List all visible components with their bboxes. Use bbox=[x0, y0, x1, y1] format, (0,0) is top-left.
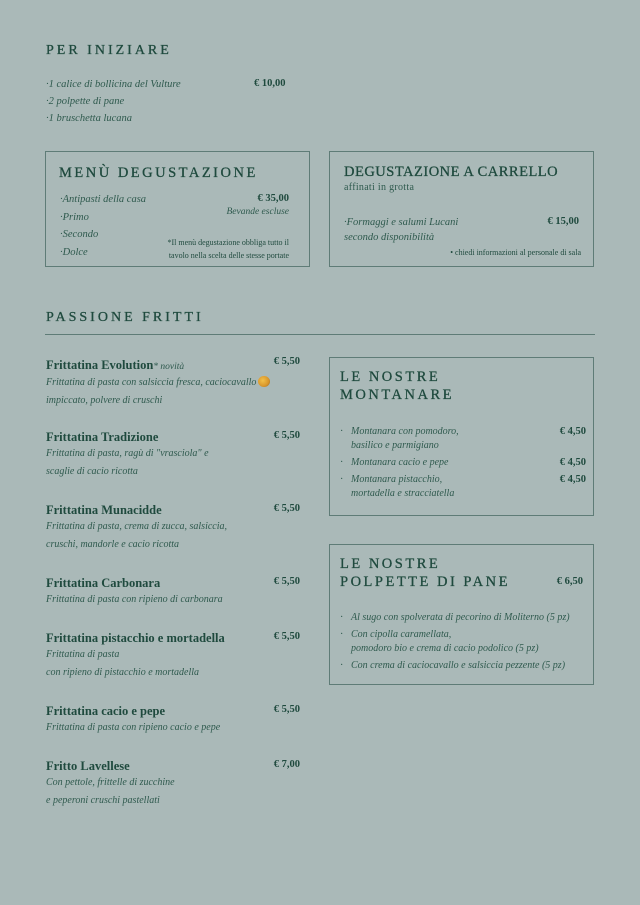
item-line: Montanara con pomodoro, bbox=[351, 426, 459, 437]
menu-item-frittatina-tradizione bbox=[46, 430, 300, 481]
list-item: ·Dolce bbox=[60, 246, 88, 258]
item-price: € 5,50 bbox=[273, 576, 300, 587]
polpette-price: € 6,50 bbox=[556, 576, 583, 587]
montanare-box bbox=[329, 357, 594, 516]
menu-degustazione-title: MENÙ DEGUSTAZIONE bbox=[59, 165, 258, 181]
menu-degustazione-note bbox=[167, 236, 289, 262]
item-line: basilico e parmigiano bbox=[351, 440, 439, 451]
section-title-per-iniziare: PER INIZIARE bbox=[46, 43, 172, 58]
item-line: Con cipolla caramellata, bbox=[351, 629, 452, 640]
menu-degustazione-list bbox=[60, 191, 146, 261]
item-line: pomodoro bio e crema di cacio podolico (5 pz) bbox=[351, 643, 539, 654]
bullet-icon: · bbox=[340, 474, 344, 485]
item-name: Frittatina Carbonara bbox=[46, 576, 161, 590]
list-item bbox=[340, 628, 591, 656]
menu-item-frittatina-cacio-pepe bbox=[46, 704, 300, 737]
list-item: ·Formaggi e salumi Lucani bbox=[344, 217, 459, 228]
item-desc: Frittatina di pasta, ragù di "vrasciola" e bbox=[46, 448, 209, 459]
item-line: Montanara pistacchio, bbox=[351, 474, 443, 485]
item-price: € 5,50 bbox=[273, 356, 300, 367]
bullet-icon: · bbox=[340, 426, 344, 437]
item-note: * novità bbox=[153, 362, 185, 372]
item-price: € 4,50 bbox=[559, 474, 586, 485]
item-price: € 4,50 bbox=[559, 426, 586, 437]
item-desc: Frittatina di pasta con ripieno cacio e pepe bbox=[46, 722, 221, 733]
degustazione-carrello-price: € 15,00 bbox=[547, 216, 579, 227]
note-line: tavolo nella scelta delle stesse portate bbox=[168, 251, 289, 260]
item-desc: Frittatina di pasta con salsiccia fresca, caciocavallo bbox=[46, 377, 257, 388]
polpette-title bbox=[340, 555, 510, 591]
item-line: Montanara cacio e pepe bbox=[351, 457, 449, 468]
item-price: € 7,00 bbox=[273, 759, 300, 770]
polpette-list bbox=[340, 611, 591, 673]
item-name: Frittatina pistacchio e mortadella bbox=[46, 631, 225, 645]
item-name: Frittatina Munacidde bbox=[46, 503, 162, 517]
item-desc: Frittatina di pasta, crema di zucca, salsiccia, bbox=[46, 521, 228, 532]
item-price: € 5,50 bbox=[273, 631, 300, 642]
item-price: € 5,50 bbox=[273, 503, 300, 514]
menu-degustazione-box bbox=[45, 151, 310, 267]
menu-item-frittatina-evolution bbox=[46, 356, 300, 410]
item-desc: Frittatina di pasta con ripieno di carbonara bbox=[46, 594, 223, 605]
menu-item-frittatina-munacidde bbox=[46, 503, 300, 554]
list-item: ·Antipasti della casa bbox=[60, 194, 147, 205]
item-price: € 5,50 bbox=[273, 704, 300, 715]
list-item bbox=[340, 425, 586, 453]
degustazione-carrello-title: DEGUSTAZIONE A CARRELLO bbox=[344, 164, 559, 180]
menu-degustazione-price: € 35,00 bbox=[257, 193, 289, 204]
list-item: ·2 polpette di pane bbox=[46, 96, 125, 107]
menu-item-fritto-lavellese bbox=[46, 759, 300, 810]
item-name: Frittatina Evolution bbox=[46, 358, 154, 372]
bullet-icon: · bbox=[340, 457, 344, 468]
item-line: Al sugo con spolverata di pecorino di Moliterno (5 pz) bbox=[351, 612, 570, 623]
bullet-icon: · bbox=[340, 660, 344, 671]
cheese-emoji-icon bbox=[258, 376, 270, 387]
list-item: ·Secondo bbox=[60, 229, 99, 240]
item-desc: cruschi, mandorle e cacio ricotta bbox=[46, 539, 180, 550]
montanare-list bbox=[340, 425, 586, 501]
item-desc: impiccato, polvere di cruschi bbox=[46, 395, 163, 406]
item-desc: e peperoni cruschi pastellati bbox=[46, 795, 160, 806]
item-name: Frittatina cacio e pepe bbox=[46, 704, 166, 718]
item-note: secondo disponibilità bbox=[344, 232, 435, 243]
list-item bbox=[340, 456, 586, 470]
polpette-box bbox=[329, 544, 594, 685]
item-line: Con crema di caciocavallo e salsiccia pezzente (5 pz) bbox=[351, 660, 566, 671]
degustazione-carrello-info: • chiedi informazioni al personale di sala bbox=[450, 248, 581, 257]
menu-item-frittatina-carbonara bbox=[46, 576, 300, 609]
item-desc: Frittatina di pasta bbox=[46, 649, 120, 660]
note-line: *Il menù degustazione obbliga tutto il bbox=[167, 238, 289, 247]
title-line: LE NOSTRE bbox=[340, 369, 441, 385]
menu-item-frittatina-pistacchio bbox=[46, 631, 300, 682]
per-iniziare-price: € 10,00 bbox=[254, 78, 286, 89]
title-line: LE NOSTRE bbox=[340, 556, 441, 572]
item-price: € 5,50 bbox=[273, 430, 300, 441]
title-line: POLPETTE DI PANE bbox=[340, 574, 510, 590]
item-name: Frittatina Tradizione bbox=[46, 430, 159, 444]
list-item: ·1 bruschetta lucana bbox=[46, 113, 133, 124]
bullet-icon: · bbox=[340, 612, 344, 623]
item-desc: Con pettole, frittelle di zucchine bbox=[46, 777, 175, 788]
item-price: € 4,50 bbox=[559, 457, 586, 468]
list-item: ·Primo bbox=[60, 211, 89, 223]
bullet-icon: · bbox=[340, 629, 344, 640]
item-line: mortadella e stracciatella bbox=[351, 488, 455, 499]
title-line: MONTANARE bbox=[340, 387, 454, 403]
price-note: Bevande escluse bbox=[226, 207, 289, 217]
degustazione-carrello-box bbox=[329, 151, 594, 267]
list-item: ·1 calice di bollicina del Vulture bbox=[46, 79, 181, 90]
section-divider bbox=[45, 334, 595, 335]
list-item bbox=[340, 473, 586, 501]
list-item bbox=[340, 611, 591, 625]
degustazione-carrello-subtitle: affinati in grotta bbox=[344, 182, 415, 193]
item-desc: con ripieno di pistacchio e mortadella bbox=[46, 667, 200, 678]
montanare-title bbox=[340, 368, 454, 404]
list-item bbox=[340, 659, 591, 673]
item-name: Fritto Lavellese bbox=[46, 759, 130, 773]
item-desc: scaglie di cacio ricotta bbox=[46, 466, 138, 477]
section-title-passione-fritti: PASSIONE FRITTI bbox=[46, 310, 204, 325]
